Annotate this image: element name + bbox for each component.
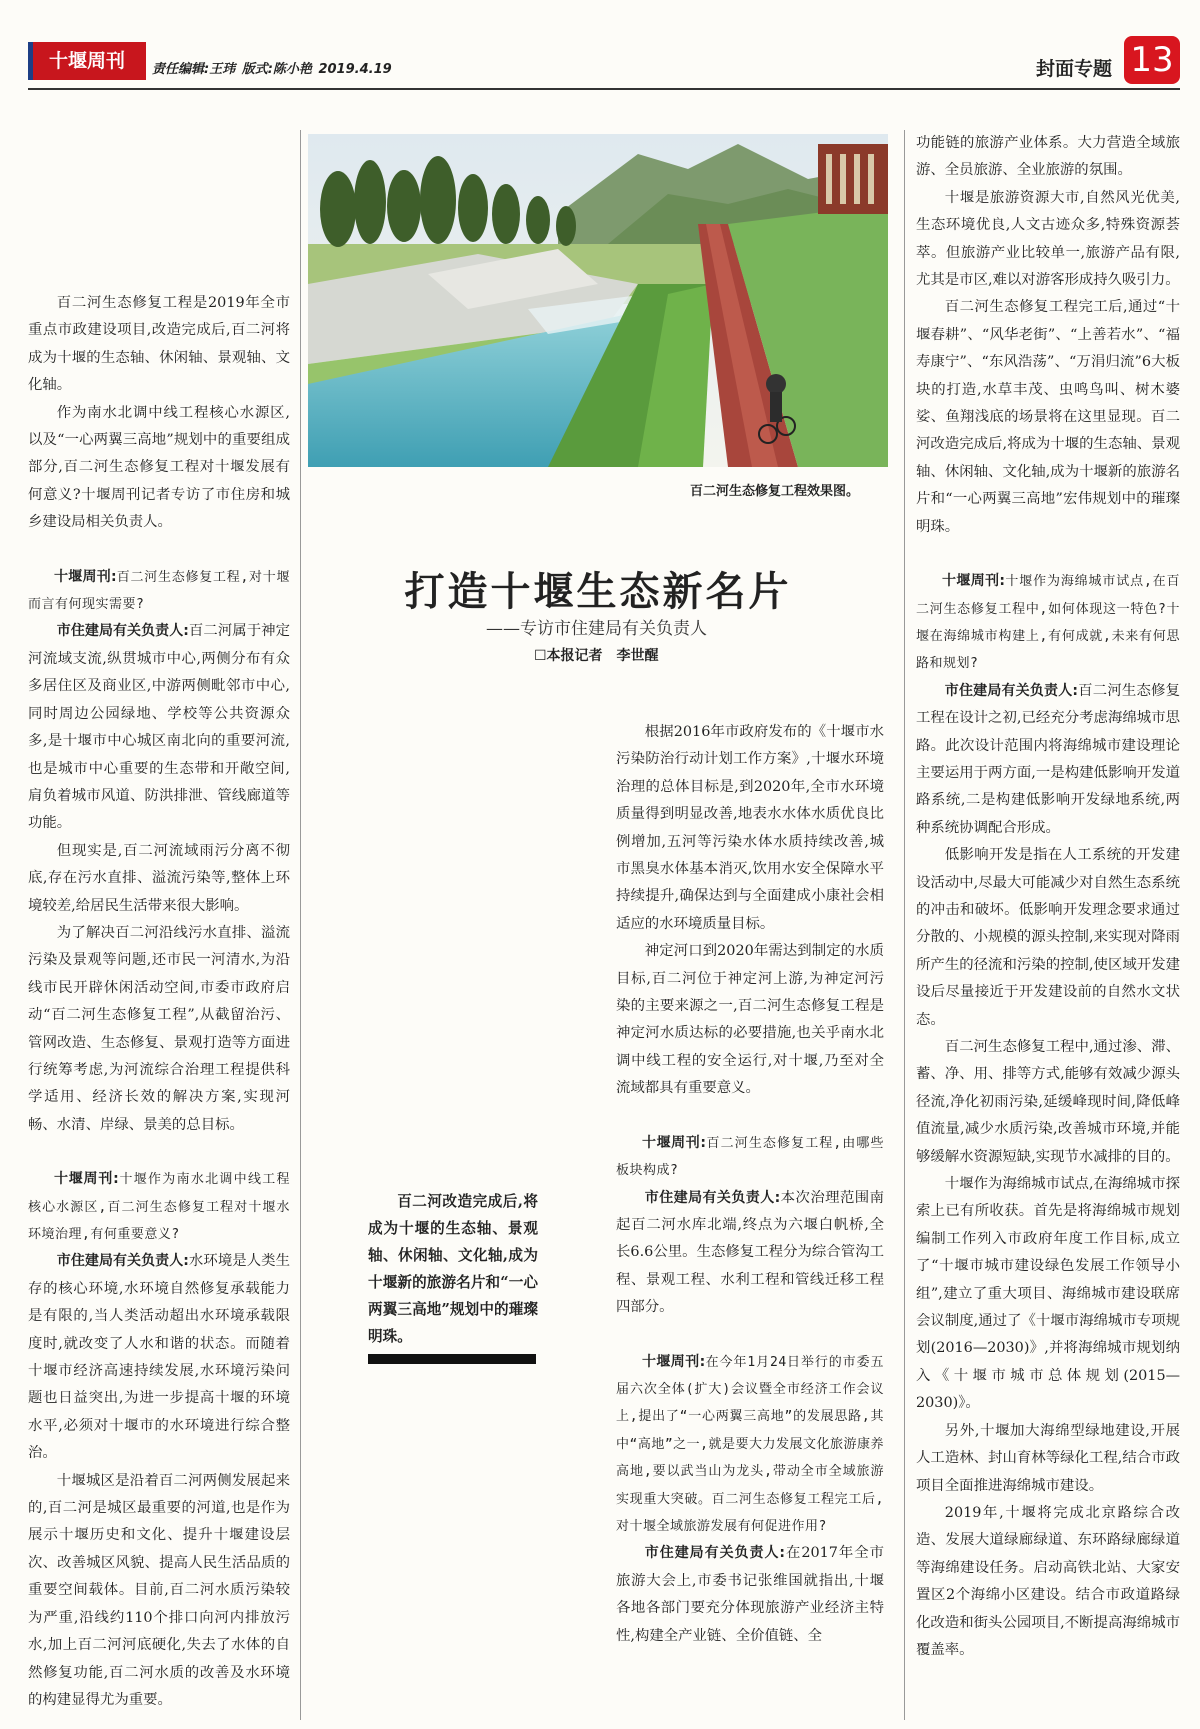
question-text: 在今年1月24日举行的市委五届六次全体(扩大)会议暨全市经济工作会议上,提出了“一心两翼三高地”的发展思路,其中“高地”之一,就是要大力发展文化旅游康养高地,要以武当山为龙头,带动全市全域旅游实现重大突破。百二河生态修复工程完工后,对十堰全域旅游发展有何促进作用? <box>616 1354 884 1534</box>
paragraph: 十堰城区是沿着百二河两侧发展起来的,百二河是城区最重要的河道,也是作为展示十堰历史和文化、提升十堰建设层次、改善城区风貌、提高人民生活品质的重要空间载体。目前,百二河水质污染较为严重,沿线约110个排口向河内排放污水,加上百二河河底硬化,失去了水体的自然修复功能,百二河水质的改善及水环境的构建显得尤为重要。 <box>28 1472 290 1708</box>
answer-text: 在2017年全市旅游大会上,市委书记张维国就指出,十堰各地各部门要充分体现旅游产业经济主特性,构建全产业链、全价值链、全 <box>616 1545 884 1644</box>
question <box>28 1166 290 1248</box>
question-label: 十堰周刊: <box>942 573 1006 590</box>
question <box>616 1130 884 1185</box>
byline: ☐本报记者 李世醒 <box>534 648 659 664</box>
paragraph: 另外,十堰加大海绵型绿地建设,开展人工造林、封山育林等绿化工程,结合市政项目全面推进海绵城市建设。 <box>916 1422 1180 1494</box>
paragraph: 根据2016年市政府发布的《十堰市水污染防治行动计划工作方案》,十堰水环境治理的总体目标是,到2020年,全市水环境质量得到明显改善,地表水水体水质优良比例增加,五河等污染水体水质持续改善,城市黑臭水体基本消灭,饮用水安全保障水平持续提升,确保达到与全面建成小康社会相适应的水环境质量目标。 <box>616 724 884 932</box>
pull-quote-bar <box>368 1354 536 1364</box>
section-title: 封面专题 <box>1035 58 1112 80</box>
answer-label: 市住建局有关负责人: <box>644 1545 786 1562</box>
project-rendering-image <box>308 134 888 467</box>
question <box>916 568 1180 678</box>
pull-quote-text: 百二河改造完成后,将成为十堰的生态轴、景观轴、休闲轴、文化轴,成为十堰新的旅游名片和“一心两翼三高地”规划中的璀璨明珠。 <box>368 1193 538 1345</box>
answer-text: 百二河生态修复工程在设计之初,已经充分考虑海绵城市思路。此次设计范围内将海绵城市建设理论主要运用于两方面,一是构建低影响开发道路系统,二是构建低影响开发绿地系统,两种系统协调配合形成。 <box>916 682 1180 836</box>
page-number: 13 <box>1124 36 1180 84</box>
logo-accent-bar <box>28 42 33 80</box>
answer <box>28 1248 290 1467</box>
column-divider <box>904 130 905 1720</box>
layout-credit: 版式:陈小艳 <box>241 62 312 77</box>
article-title: 打造十堰生态新名片 <box>404 568 792 615</box>
question-text: 百二河生态修复工程,由哪些板块构成? <box>616 1135 884 1179</box>
column-3 <box>916 130 1180 1664</box>
column-2 <box>616 719 884 1650</box>
paragraph: 低影响开发是指在人工系统的开发建设活动中,尽最大可能减少对自然生态系统的冲击和破坏。低影响开发理念要求通过分散的、小规模的源头控制,来实现对降雨所产生的径流和污染的控制,使区域开发建设后尽量接近于开发建设前的自然水文状态。 <box>916 847 1180 1028</box>
pull-quote <box>368 1188 538 1350</box>
paragraph: 功能链的旅游产业体系。大力营造全域旅游、全员旅游、全业旅游的氛围。 <box>916 135 1180 179</box>
answer <box>616 1540 884 1650</box>
editor-credit: 责任编辑:王玮 <box>152 62 236 77</box>
question-label: 十堰周刊: <box>642 1353 706 1370</box>
question-label: 十堰周刊: <box>54 568 117 585</box>
answer <box>28 618 290 837</box>
question <box>28 564 290 619</box>
paragraph: 十堰作为海绵城市试点,在海绵城市探索上已有所收获。首先是将海绵城市规划编制工作列入市政府年度工作目标,成立了“十堰市城市建设绿色发展工作领导小组”,建立了重大项目、海绵城市建设联席会议制度,通过了《十堰市海绵城市专项规划(2016—2030)》,并将海绵城市规划纳入《十堰市城市总体规划(2015—2030)》。 <box>916 1176 1180 1412</box>
paragraph: 神定河口到2020年需达到制定的水质目标,百二河位于神定河上游,为神定河污染的主要来源之一,百二河生态修复工程是神定河水质达标的必要措施,也关乎南水北调中线工程的安全运行,对十堰,乃至对全流域都具有重要意义。 <box>616 943 884 1097</box>
paragraph: 百二河生态修复工程中,通过渗、滞、蓄、净、用、排等方式,能够有效减少源头径流,净化初雨污染,延缓峰现时间,降低峰值流量,减少水质污染,改善城市环境,并能够缓解水资源短缺,实现节水减排的目的。 <box>916 1039 1180 1165</box>
paragraph: 十堰是旅游资源大市,自然风光优美,生态环境优良,人文古迹众多,特殊资源荟萃。但旅游产业比较单一,旅游产品有限,尤其是市区,难以对游客形成持久吸引力。 <box>916 189 1180 289</box>
article-subtitle: ——专访市住建局有关负责人 <box>486 619 707 639</box>
question-text: 百二河生态修复工程,对十堰而言有何现实需要? <box>28 569 290 613</box>
paragraph: 为了解决百二河沿线污水直排、溢流污染及景观等问题,还市民一河清水,为沿线市民开辟休闲活动空间,市委市政府启动“百二河生态修复工程”,从截留治污、管网改造、生态修复、景观打造等方面进行统筹考虑,为河流综合治理工程提供科学适用、经济长效的解决方案,实现河畅、水清、岸绿、景美的总目标。 <box>28 924 290 1133</box>
question-text: 十堰作为海绵城市试点,在百二河生态修复工程中,如何体现这一特色?十堰在海绵城市构建上,有何成就,未来有何思路和规划? <box>916 574 1180 672</box>
answer-text: 水环境是人类生存的核心环境,水环境自然修复承载能力是有限的,当人类活动超出水环境承载限度时,就改变了人水和谐的状态。而随着十堰市经济高速持续发展,水环境污染问题也日益突出,为进一步提高十堰的环境水平,必须对十堰市的水环境进行综合整治。 <box>28 1253 290 1462</box>
masthead-logo <box>28 42 146 80</box>
page-credits <box>152 58 394 77</box>
paragraph: 百二河生态修复工程是2019年全市重点市政建设项目,改造完成后,百二河将成为十堰的生态轴、休闲轴、景观轴、文化轴。 <box>28 295 290 394</box>
answer-label: 市住建局有关负责人: <box>56 623 189 640</box>
answer-text: 本次治理范围南起百二河水库北端,终点为六堰白帆桥,全长6.6公里。生态修复工程分为综合管沟工程、景观工程、水利工程和管线迁移工程四部分。 <box>616 1189 884 1316</box>
paragraph: 百二河生态修复工程完工后,通过“十堰春耕”、“风华老街”、“上善若水”、“福寿康宁”、“东风浩荡”、“万涓归流”6大板块的打造,水草丰茂、虫鸣鸟叫、树木婆娑、鱼翔浅底的场景将在这里显现。百二河改造完成后,将成为十堰的生态轴、景观轴、休闲轴、文化轴,成为十堰新的旅游名片和“一心两翼三高地”宏伟规划中的璀璨明珠。 <box>916 299 1180 535</box>
question-label: 十堰周刊: <box>54 1171 119 1188</box>
column-1 <box>28 290 290 1714</box>
logo-text: 十堰周刊 <box>48 50 125 72</box>
column-divider <box>300 130 301 1720</box>
answer <box>616 1185 884 1322</box>
issue-date: 2019.4.19 <box>318 62 392 77</box>
question-text: 十堰作为南水北调中线工程核心水源区,百二河生态修复工程对十堰水环境治理,有何重要意义? <box>28 1172 290 1242</box>
river-park-illustration <box>308 134 888 467</box>
answer <box>916 678 1180 842</box>
image-caption: 百二河生态修复工程效果图。 <box>690 484 860 499</box>
paragraph: 2019年,十堰将完成北京路综合改造、发展大道绿廊绿道、东环路绿廊绿道等海绵建设任务。启动高铁北站、大家安置区2个海绵小区建设。结合市政道路绿化改造和街头公园项目,不断提高海绵城市覆盖率。 <box>916 1504 1180 1658</box>
paragraph: 但现实是,百二河流域雨污分离不彻底,存在污水直排、溢流污染等,整体上环境较差,给居民生活带来很大影响。 <box>28 842 290 914</box>
paragraph: 作为南水北调中线工程核心水源区,以及“一心两翼三高地”规划中的重要组成部分,百二河生态修复工程对十堰发展有何意义?十堰周刊记者专访了市住房和城乡建设局相关负责人。 <box>28 404 290 531</box>
answer-label: 市住建局有关负责人: <box>644 1189 781 1206</box>
answer-label: 市住建局有关负责人: <box>944 682 1078 699</box>
answer-text: 百二河属于神定河流域支流,纵贯城市中心,两侧分布有众多居住区及商业区,中游两侧毗邻市中心,同时周边公园绿地、学校等公共资源众多,是十堰市中心城区南北向的重要河流,也是城市中心重要的生态带和开敞空间,肩负着城市风道、防洪排泄、管线廊道等功能。 <box>28 623 290 832</box>
answer-label: 市住建局有关负责人: <box>56 1253 189 1270</box>
header-rule <box>28 88 1180 90</box>
question-label: 十堰周刊: <box>642 1134 706 1151</box>
question <box>616 1349 884 1541</box>
